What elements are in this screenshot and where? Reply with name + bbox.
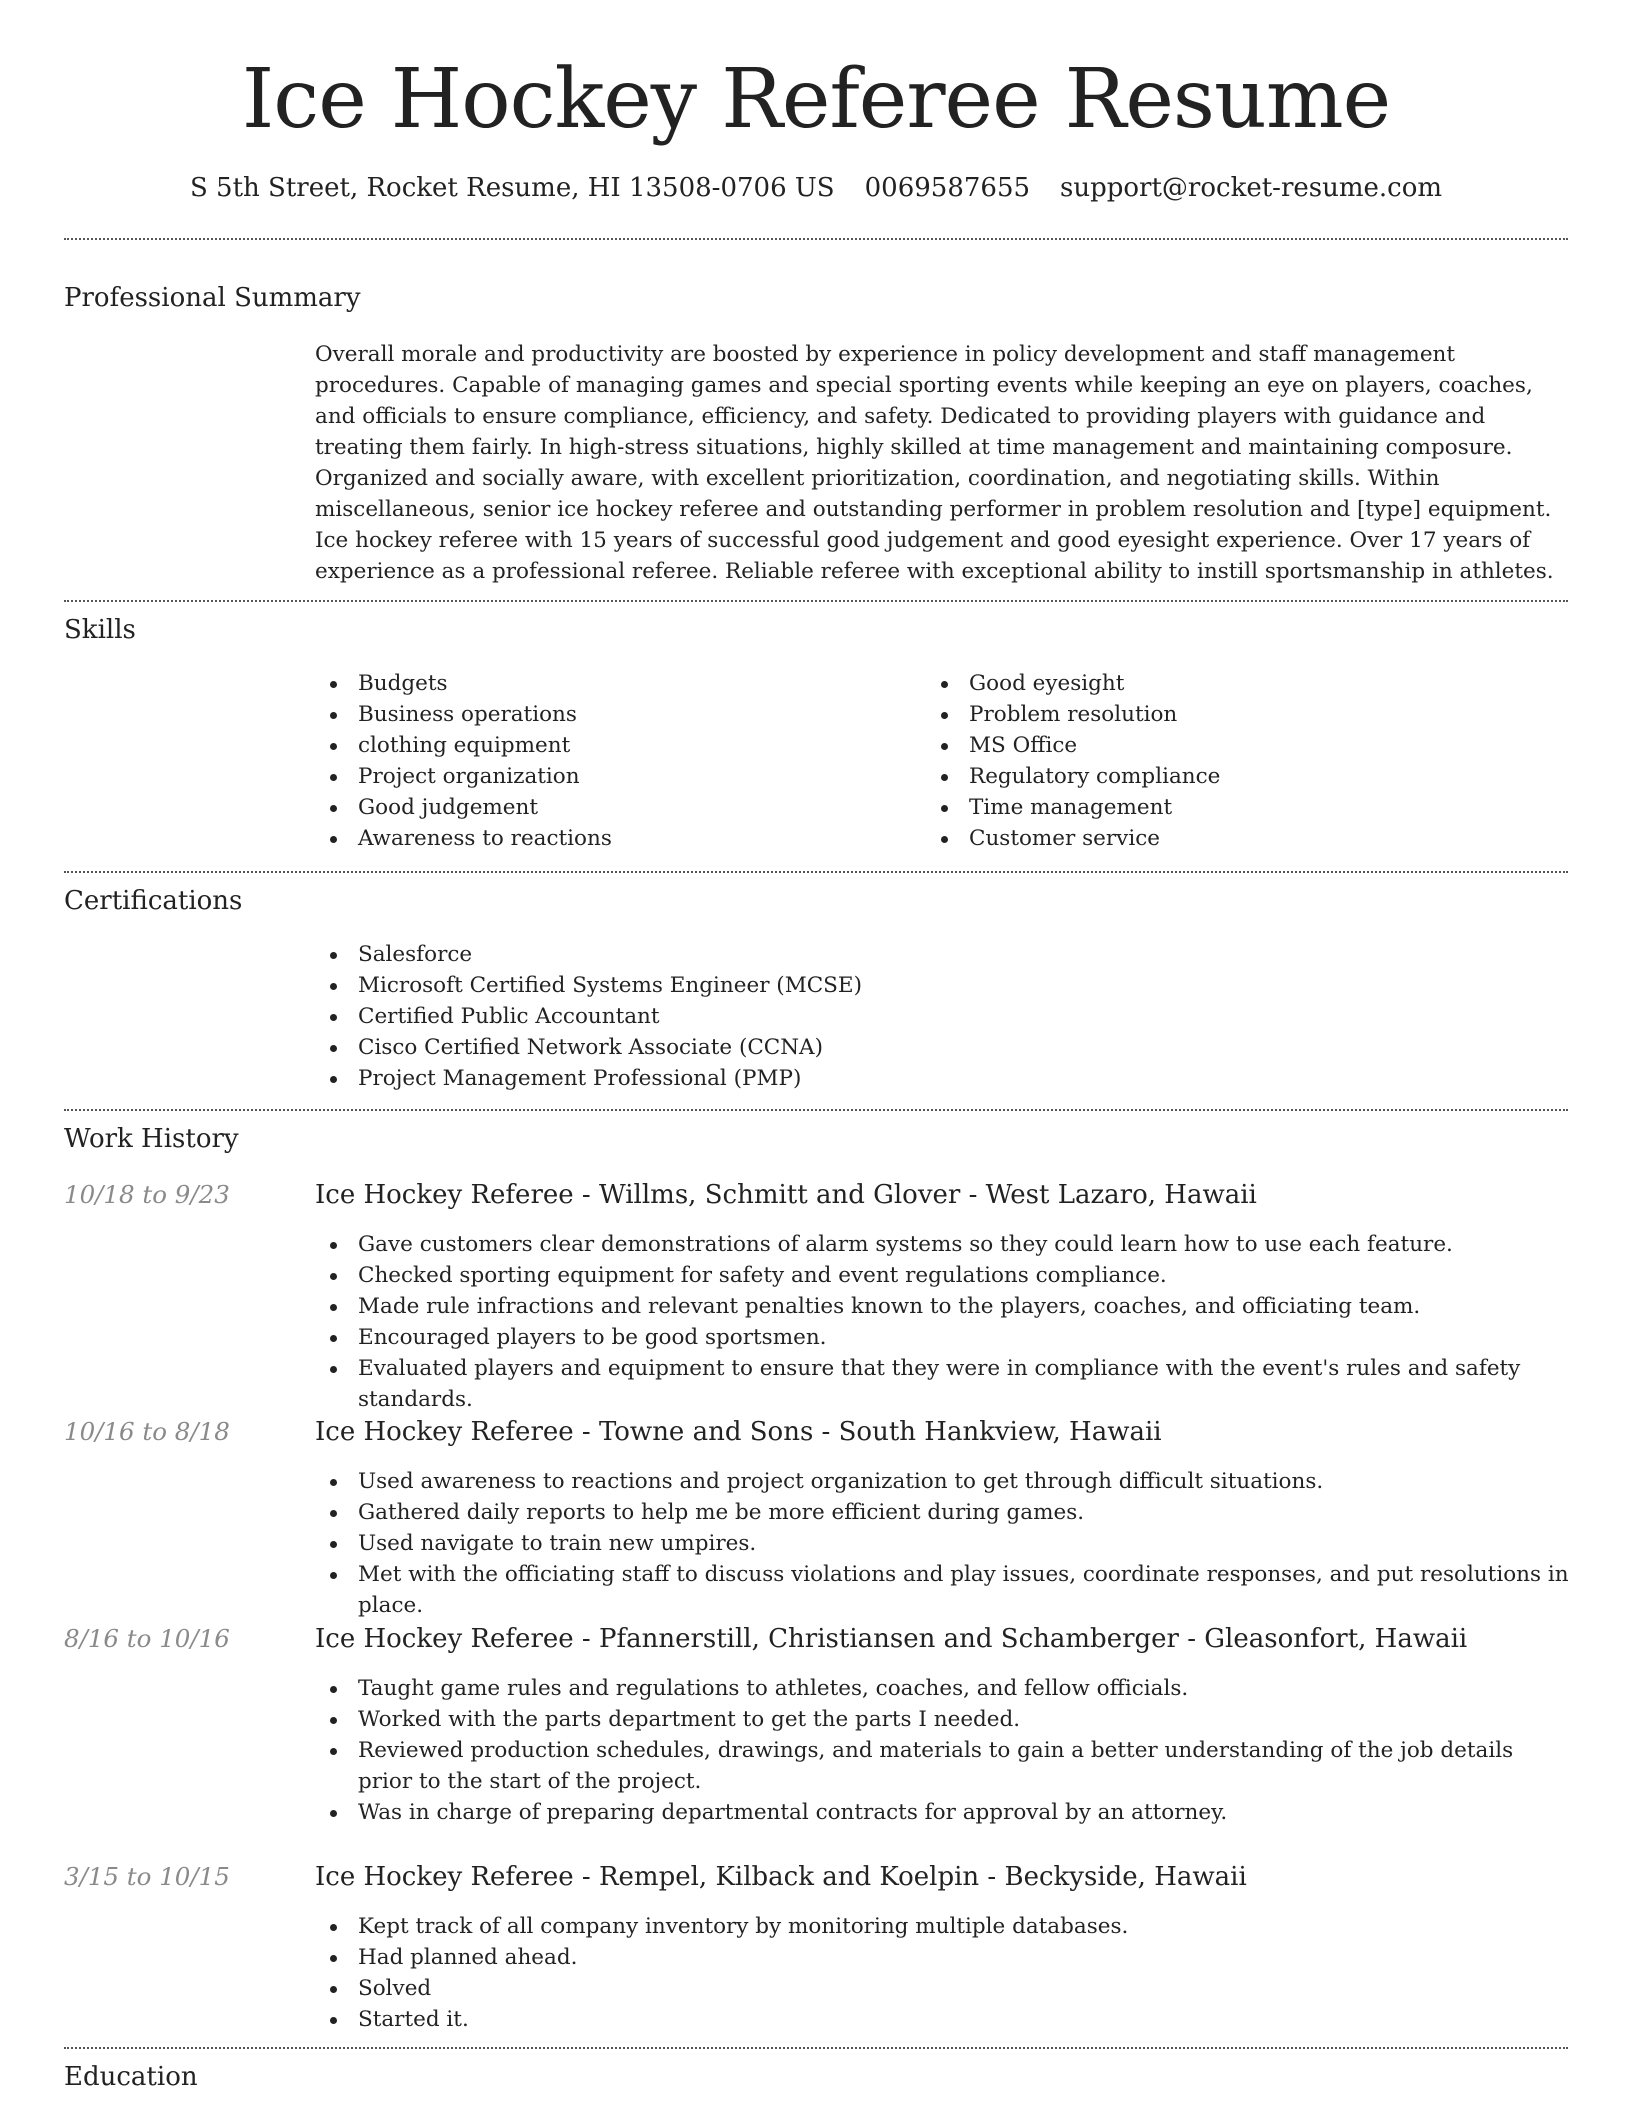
job-bullet: Solved <box>315 1973 1570 2004</box>
certification-item: Cisco Certified Network Associate (CCNA) <box>315 1032 1515 1063</box>
job-bullet: Gathered daily reports to help me be more efficient during games. <box>315 1497 1570 1528</box>
divider <box>64 600 1568 602</box>
skill-item: Project organization <box>315 761 895 792</box>
skill-item: Time management <box>926 792 1526 823</box>
job-bullets <box>315 1229 1570 1415</box>
job-bullet: Evaluated players and equipment to ensure that they were in compliance with the event's rules and safety standards. <box>315 1353 1570 1415</box>
section-title-work-history: Work History <box>64 1124 239 1154</box>
skill-item: Good judgement <box>315 792 895 823</box>
job-bullet: Met with the officiating staff to discuss violations and play issues, coordinate responses, and put resolutions in place. <box>315 1559 1570 1621</box>
job-dates: 10/18 to 9/23 <box>64 1180 230 1209</box>
job-bullet: Used awareness to reactions and project organization to get through difficult situations. <box>315 1466 1570 1497</box>
job-title: Ice Hockey Referee - Willms, Schmitt and Glover - West Lazaro, Hawaii <box>315 1180 1257 1210</box>
divider <box>64 1109 1568 1111</box>
job-bullet: Made rule infractions and relevant penalties known to the players, coaches, and officiating team. <box>315 1291 1570 1322</box>
summary-text: Overall morale and productivity are boosted by experience in policy development and staff management procedures. Capable of managing games and special sporting events while keeping an eye on players, coaches, and officials to ensure compliance, efficiency, and safety. Dedicated to providing players with guidance and treating them fairly. In high-stress situations, highly skilled at time management and maintaining composure. Organized and socially aware, with excellent prioritization, coordination, and negotiating skills. Within miscellaneous, senior ice hockey referee and outstanding performer in problem resolution and [type] equipment. Ice hockey referee with 15 years of successful good judgement and good eyesight experience. Over 17 years of experience as a professional referee. Reliable referee with exceptional ability to instill sportsmanship in athletes. <box>315 342 1554 584</box>
certifications-list <box>315 939 1515 1094</box>
skills-list-left <box>315 668 895 854</box>
skill-item: MS Office <box>926 730 1526 761</box>
divider <box>64 238 1568 240</box>
divider <box>64 871 1568 873</box>
job-bullet: Was in charge of preparing departmental contracts for approval by an attorney. <box>315 1797 1570 1828</box>
contact-line <box>0 170 1632 206</box>
skills-list-right <box>926 668 1526 854</box>
section-title-summary: Professional Summary <box>64 283 361 313</box>
section-title-education: Education <box>64 2062 198 2092</box>
job-dates: 10/16 to 8/18 <box>64 1417 230 1446</box>
job-bullet: Checked sporting equipment for safety and event regulations compliance. <box>315 1260 1570 1291</box>
job-bullet: Taught game rules and regulations to athletes, coaches, and fellow officials. <box>315 1673 1570 1704</box>
job-bullet: Encouraged players to be good sportsmen. <box>315 1322 1570 1353</box>
skill-item: Problem resolution <box>926 699 1526 730</box>
certification-item: Microsoft Certified Systems Engineer (MCSE) <box>315 970 1515 1001</box>
skill-item: Budgets <box>315 668 895 699</box>
section-title-certifications: Certifications <box>64 886 243 916</box>
skill-item: Regulatory compliance <box>926 761 1526 792</box>
skill-item: Business operations <box>315 699 895 730</box>
job-bullets <box>315 1466 1570 1621</box>
skill-item: clothing equipment <box>315 730 895 761</box>
contact-phone: 0069587655 <box>864 173 1031 203</box>
certification-item: Certified Public Accountant <box>315 1001 1515 1032</box>
certification-item: Project Management Professional (PMP) <box>315 1063 1515 1094</box>
section-title-skills: Skills <box>64 615 136 645</box>
job-title: Ice Hockey Referee - Rempel, Kilback and Koelpin - Beckyside, Hawaii <box>315 1862 1247 1892</box>
job-bullets <box>315 1911 1570 2035</box>
job-title: Ice Hockey Referee - Towne and Sons - South Hankview, Hawaii <box>315 1417 1162 1447</box>
job-title: Ice Hockey Referee - Pfannerstill, Christiansen and Schamberger - Gleasonfort, Hawaii <box>315 1624 1468 1654</box>
skill-item: Good eyesight <box>926 668 1526 699</box>
certification-item: Salesforce <box>315 939 1515 970</box>
contact-address: S 5th Street, Rocket Resume, HI 13508-0706 US <box>189 173 835 203</box>
job-bullet: Had planned ahead. <box>315 1942 1570 1973</box>
job-dates: 3/15 to 10/15 <box>64 1862 230 1891</box>
job-bullet: Started it. <box>315 2004 1570 2035</box>
job-bullets <box>315 1673 1570 1828</box>
job-bullet: Kept track of all company inventory by monitoring multiple databases. <box>315 1911 1570 1942</box>
job-bullet: Used navigate to train new umpires. <box>315 1528 1570 1559</box>
contact-email: support@rocket-resume.com <box>1060 173 1443 203</box>
job-dates: 8/16 to 10/16 <box>64 1624 230 1653</box>
job-bullet: Worked with the parts department to get the parts I needed. <box>315 1704 1570 1735</box>
divider <box>64 2047 1568 2049</box>
resume-title: Ice Hockey Referee Resume <box>241 52 1391 147</box>
skill-item: Customer service <box>926 823 1526 854</box>
skill-item: Awareness to reactions <box>315 823 895 854</box>
job-bullet: Gave customers clear demonstrations of alarm systems so they could learn how to use each feature. <box>315 1229 1570 1260</box>
job-bullet: Reviewed production schedules, drawings, and materials to gain a better understanding of the job details prior to the start of the project. <box>315 1735 1570 1797</box>
